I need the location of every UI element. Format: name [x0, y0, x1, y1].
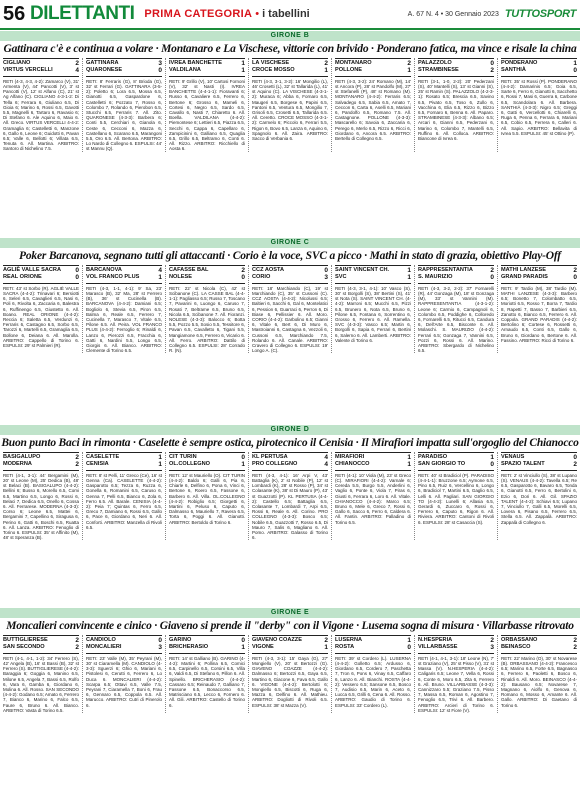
away-team: VOL FRANCO PLUS — [86, 274, 140, 281]
away-team-row — [501, 644, 577, 651]
home-team: MATHI LANZESE — [501, 267, 546, 273]
match-details: RETI: 8' Ferraris (G), 8' Brioda (G), 32' st Ferrari (G). GATTINARA (3-5-2): Poletto 6; Lora 6.5, Mossa 6.5, Gianotti 6.5, Gaspardone 6, Castelletti 6; Pozzato 7, Rosso 6, Colombo 7, Rolando 6, Pierobon 6.5, Stucchi 6.5, Ferraris 7. All. Zito. QUARONESE (4-3-3): Barbera 6; Conti 5.5, Cerchiari 6, Gianola 6, Ceste 6, Cecconi 6, Mazza 6, Castellano 6, Scarano 6.5, Marangoni 5.5, Oro 6.5. All. Bertona. ARBITRO: Lo Nardo di Collegno 6. ESPULSI: 44' st Mannu (Q). — [86, 78, 162, 152]
match-scoreline — [418, 635, 494, 654]
away-score: 2 — [75, 644, 79, 652]
away-team-row — [335, 644, 411, 651]
home-team: CCZ AOSTA — [252, 267, 285, 273]
home-team: CAFASSE BAL — [169, 267, 209, 273]
home-team: MONTANARO — [335, 60, 372, 66]
home-team: RAPPRESENTANTIA — [418, 267, 473, 273]
match-details: RETI: 40' st Bradiciol (P). PARADISO (4-4-1-1): Bruzzone 6.5; Aymone 6.5, Pino 6.5, Ruiz 6, Vercellino 6, Longo 6, Bradiciol 7, Martini 6.5, Gaglio 6.5, Lelli 6. All. Pagliari. SAN GIORGIO TO (4-4-2): Lunelli 6; Allasia 6.5, Gerardi 6, Zuccaro 6, Rossi 6, Ferrero 6, Caputo 6, Rigon 6. All. Riviera. ARBITRO: Cantoni di Rivoli 6. ESPULSI: 28' st Casaccia (S). — [418, 472, 494, 525]
match-details: RETI (4-3, 3-2): 24' Romano (M), 14' st Ancora (P), 28' st Pandolfo (M), 27' st Stefanelli (P), 48' st Romano (M). MONTANARO (4-4-2): Ferraris 6.5; Salvadego 6.5, Sabia 6.5, Amato 7, Ceccon 6, Carta 6, Aselli 6.5, Mariani 6, Pandolfo 6.5, Romano 7.5. All. Castagnone. POLLONE (4-3-3): Mascarello 6; Savoia 6, Zaccaria 6, Perego 6, Merlo 6.5, Rizzo 6, Ricci 6, Giordano 6, Ancora 6.5. ARBITRO: Bertello di Collegno 6.5. — [335, 78, 411, 142]
match-details: RETI: 22' Marino (O), 30' st Novarese (B). ORBASSANO (4-4-2): Francesco 6.5; Marino 6.5, Forte 6.5, Bagnasco 6, Ferrero 6, Paoletti 6, Bosco 6, Rinaldi 6. All. Moro. BEINASCO (4-4-2): Bausano 6.5; Novarese 7, Magnano 6, Aiolfo 6, Genova 6, Romano 6, Mosso 6, Amante 6. All. Gallo. ARBITRO: Di Gaetano di Torino 6. — [501, 655, 577, 708]
away-team-row — [3, 67, 79, 74]
away-team-row — [335, 274, 411, 281]
match-scoreline — [501, 58, 577, 77]
away-team: MONCALIERI — [86, 644, 122, 651]
home-team-row — [169, 267, 245, 274]
match-details: RETI (4-3, 3-1, 3-2): 16' Mongilio (L), 46' Crosetti (L), 32' st Tallarida (L), 41' st Aquino (C). LA VISCHESE (4-3-1-2): Muraca 6; Abba 6, Fornaro 6.5, Maugeri 6.5, Borgese 6, Papini 6.5, Fantoni 6.5, Ventura 6.5, Mongilio 7, Grisoli 6.5, Crosetti 6.5, Tallarida 6.5. All. Ceretto. CROCE MOSSO (4-3-1-2): Carmelo 6; Piccolo 6, Ferrari 5.5, Rigon 6, Bovo 6.5, Lanza 6, Aquino 6, Spagnolo 6. All. Zaira. ARBITRO: Sacco di Verbania 6. — [252, 78, 328, 142]
away-team-row — [3, 461, 79, 468]
girone-c — [0, 238, 580, 425]
away-score: 1 — [158, 274, 162, 282]
away-score: 3 — [158, 644, 162, 652]
home-team: VENAUS — [501, 454, 525, 460]
home-score: 1 — [407, 637, 411, 644]
home-team-row — [252, 637, 328, 644]
away-team: MODERNA — [3, 461, 32, 468]
away-team: BEINASCO — [501, 644, 531, 651]
away-team-row — [418, 274, 494, 281]
girone-e — [0, 608, 580, 804]
home-team: GATTINARA — [86, 60, 119, 66]
away-team: NOLESE — [169, 274, 193, 281]
match-scoreline — [86, 452, 162, 471]
away-score: 0 — [158, 67, 162, 75]
home-score: 1 — [241, 60, 245, 67]
away-score: 1 — [407, 67, 411, 75]
match-report — [414, 452, 497, 540]
home-score: 0 — [241, 454, 245, 461]
away-team-row — [252, 644, 328, 651]
away-team-row — [86, 67, 162, 74]
home-score: 2 — [75, 60, 79, 67]
home-score: 1 — [573, 60, 577, 67]
away-team: POLLONE — [335, 67, 363, 74]
away-score: 0 — [490, 461, 494, 469]
home-score: 1 — [158, 454, 162, 461]
page-number: 56 — [3, 2, 26, 25]
home-score: 2 — [324, 60, 328, 67]
home-team-row — [3, 60, 79, 67]
match-report — [82, 265, 165, 353]
away-team-row — [501, 461, 577, 468]
away-score: 4 — [75, 67, 79, 75]
away-team-row — [169, 644, 245, 651]
away-score: 2 — [573, 461, 577, 469]
girone-headline: Buon punto Baci in rimonta · Caselette è sempre ostica, pirotecnico il Cenisia · Il Mirafiori impatta sull'orgoglio del Chianocco — [1, 437, 579, 449]
away-score: 1 — [241, 67, 245, 75]
home-team-row — [335, 267, 411, 274]
match-scoreline — [169, 452, 245, 471]
home-team: BASIGALUPO — [3, 454, 41, 460]
match-scoreline — [335, 635, 411, 654]
match-scoreline — [169, 58, 245, 77]
home-team-row — [418, 637, 494, 644]
away-team: CENISIA — [86, 461, 109, 468]
away-score: 2 — [573, 644, 577, 652]
match-report — [165, 58, 248, 152]
home-score: 2 — [490, 637, 494, 644]
match-report — [0, 58, 82, 152]
home-team-row — [252, 267, 328, 274]
away-team: SAN GIORGIO TO — [418, 461, 466, 468]
match-columns — [0, 452, 580, 540]
away-team-row — [418, 67, 494, 74]
away-team-row — [86, 274, 162, 281]
match-report — [0, 452, 82, 540]
match-details: RETI: 23' Valle (M), 35' Peyrani (M), 30' st Ciaramella (M). CANDIOLO (4-3-3): Sguerzi 6; Ghio 6, Mariani 6, Pistolesi 6, Cerutti 6, Ferrero 6, Lo Duca 6. MONCALIERI (4-4-2): Scarpa 6.5; Ottavi 6.5, Valle 7.5, Peyrani 7, Ciaramella 7, Boni 6, Frau 6, Gennaro 6.5, Coppola 6.5. All. Marucco. ARBITRO: Cutri di Pinerolo 6. — [86, 655, 162, 708]
match-scoreline — [3, 58, 79, 77]
away-score: 0 — [241, 274, 245, 282]
away-team: SANTHIÀ — [501, 67, 526, 74]
home-score: 2 — [490, 267, 494, 274]
away-score: 3 — [324, 274, 328, 282]
away-score: 1 — [241, 461, 245, 469]
away-score: 1 — [158, 461, 162, 469]
home-score: 2 — [573, 637, 577, 644]
match-report — [331, 635, 414, 713]
match-report — [248, 58, 331, 152]
home-team: BUTTIGLIERESE — [3, 637, 48, 643]
away-team: STRAMBINESE — [418, 67, 459, 74]
match-scoreline — [501, 452, 577, 471]
home-score: 2 — [573, 267, 577, 274]
away-score: 2 — [75, 461, 79, 469]
publication-logo: TUTTOSPORT — [504, 8, 576, 20]
match-details: RETI (4-1, 4-1, 1-2): 34' Ferrero (S), 42' Angela (B), 16' st Bassi (B), 32' st Ferrero (S). BUTTIGLIERESE (4-4-2): Baraggia 6; Goggia 6, Manino 6.5, Milone 6.5, Angela 7, Bassi 6.5, Rolfo 6, Vara 6, Gamba 6, Giordano 6, Molina 6. All. Rosso. SAN SECONDO (4-4-2): Godano 6.5; Amato 6, Ferrero 7, Bianco 6, Marino 6, Falco 6.5, Faure 6, Bruno 6. All. Bianco. ARBITRO: Vasta di Torino 6.5. — [3, 655, 80, 713]
girone-headline: Poker Barcanova, segnano tutti gli attaccanti · Corio è la voce, SVC a picco · Mathi in stato di grazia, obiettivo Play-Off — [19, 250, 561, 262]
match-details: RETI (4-3, 3-2, 2-2): 37' Fornarelli (R), 44' Gonzaga (M), 18' st Gonzaga (M), 33' st Vannini (M). RAPPRESENTANTIA (4-3-1-2): Leone 6; Carmio 6, Campagnoli 6, Colombo 6.5, Poddighe 6, Colloredo 6, Fornarelli 6.5, Ritucci 6.5, Candura 6, Dell'Arte 6.5, Bisconte 6. All. Molaschi. S. MAURIZIO (4-4-2): Ferrari 6.5; Gonzaga 7, Vannini 6.5, Pozzi 6, Rossi 6. All. Marino. ARBITRO: Sbergardo di Nichelino 6.5. — [418, 285, 494, 354]
match-details: RETI: 22' st Nicola (C), 42' st Scibanone (C). LA CASSE BAL (4-4-1-1): Pagliasso 6.5; Russo 7, Toscano 7, Pavarini 6, Luongo 6, Caruso 7, Rosati 7, Beltrame 6.5, Bruno 6.5, Nicola 6.5, Scibanone 7. All. Fioranzi. NOLESE (4-3-3): Balocco 6; Botta 5.5, Pozzo 5.5, Sosio 5.5, Tessitore 6, Pavan 6.5, Cavalletto 6, Tigani 5.5, Mangiamone 6.5, Ferrero 6, Vicario 6. All. Ferro. ARBITRO: Dattilo di Collegno 6.5. ESPULSI: 28' Corrado R. (N). — [169, 285, 245, 354]
away-team-row — [501, 67, 577, 74]
home-team: KL PERTUSA — [252, 454, 288, 460]
home-team-row — [501, 454, 577, 461]
match-scoreline — [501, 635, 577, 654]
away-team-row — [501, 274, 577, 281]
match-scoreline — [3, 265, 79, 284]
away-team: CROCE MOSSO — [252, 67, 295, 74]
match-report — [497, 265, 580, 353]
match-details: RETI: 8' st Pelli, 11' Greco (Ce), 16' st Genna (Ca). CASELETTE (4-4-2): Gasparotto 6.5; Tezza 6, Ruzza 6, Gonella 6, Romanini 6.5, Caruso 6, Genna 7, Pelli 6.5, Bianco 6, Zola 6, Ferro 6.5. All. Barale. CENISIA (4-4-2): Peia 7; Quintas 6, Ferro 6.5, Greco 7, Damiano 6, Rossi 6.5, Gallo 6, Pace 6, Giordano 6, Neri 6. All. Conforti. ARBITRO: Manzella di Rivoli 6.5. — [86, 472, 162, 530]
home-score: 4 — [324, 454, 328, 461]
away-score: 1 — [324, 644, 328, 652]
home-score: 0 — [75, 267, 79, 274]
home-team: BARCANOVA — [86, 267, 122, 273]
home-score: 2 — [241, 267, 245, 274]
match-report — [414, 635, 497, 713]
match-report — [497, 635, 580, 713]
match-scoreline — [252, 452, 328, 471]
away-team-row — [418, 644, 494, 651]
home-score: 2 — [324, 637, 328, 644]
home-team-row — [418, 60, 494, 67]
home-score: 1 — [407, 267, 411, 274]
match-scoreline — [252, 265, 328, 284]
away-team-row — [3, 644, 79, 651]
home-team: N.HESPERIA — [418, 637, 453, 643]
match-scoreline — [169, 635, 245, 654]
category-label: i tabellini — [262, 8, 310, 20]
away-score: 4 — [324, 461, 328, 469]
match-report — [331, 265, 414, 353]
home-team-row — [3, 267, 79, 274]
girone-label: GIRONE D — [0, 425, 580, 435]
subsection-title: PRIMA CATEGORIA — [144, 8, 253, 20]
girone-headline: Gattinara c'è e continua a volare · Montanaro e La Vischese, vittorie con brivido · Ponderano fatica, ma vince e risale la china — [3, 43, 577, 55]
away-team-row — [335, 461, 411, 468]
away-team: CORIO — [252, 274, 271, 281]
match-scoreline — [418, 452, 494, 471]
home-team-row — [86, 637, 162, 644]
match-report — [0, 635, 82, 713]
home-team-row — [86, 60, 162, 67]
away-score: 0 — [407, 644, 411, 652]
away-team-row — [418, 461, 494, 468]
away-score: 0 — [490, 274, 494, 282]
girone-label: GIRONE C — [0, 238, 580, 248]
match-details: RETI (4-1): 10' Viola (M), 23' st Greco (C). MIRAFIORI (4-4-2): Varnale 6; Cereda 5.5, Burgo 5.5, Anderlini 6, Vaglio 6, Ponte 6, Viola 7, Piras 6, Giusti 6, Ferrara 6, Loro 6. All. Vitale. CHIANOCCO (4-4-2): Marco 6.5; Bruno 6, Mele 6, Greco 7, Rossi 6, Gallo 6, Sacco 6, Ferro 6, Caldera 6. All. Fantin. ARBITRO: Palladino di Torino 6.5. — [335, 472, 411, 525]
home-score: 4 — [158, 267, 162, 274]
home-team-row — [335, 454, 411, 461]
match-details: RETI: 43' st Sorbo (R). AGLIÈ VALLE SACRA (4-4-2): Trinavari 6; Bersiotti 6, Seleri 6.5, Cavaglieri 6.5, Nasi 6, Poli 6, Rivolta 6, Zaccaria 6, Balestra 6, Ruffinengo 6.5, Giustetto 6. All. Boano. REAL ORIONE (4-4-2): Reccia 6; Saletta 6.5, Verdunzi 6, Ferraris 6, Castagno 6.5, Sorbo 6.5, Tarozzi 6, Martelli 6.5, Gramaglia 6.5, Bollone 6, Deiana 6. All. Marolla. ARBITRO: Cappello di Torino 6. ESPULSI: 29' st Palmieri (R). — [3, 285, 79, 349]
away-team-row — [169, 461, 245, 468]
match-report — [248, 635, 331, 713]
home-score: 3 — [158, 60, 162, 67]
home-team: PARADISO — [418, 454, 448, 460]
home-team-row — [86, 267, 162, 274]
match-details: RETI: 35' st Rossi (P). PONDERANO (4-4-2): Damarinis 6.5; Goia 6.5, Sarte 6, Ferro 6, Gianotti 6, Sacchetto 6, Rossi 7, Masi 6, Guerra 6, Carbone 6.5, Scandolara 6. All. Barbera. SANTHIÀ (4-3-3): Nigro 6.5; Greggi 6, Gatti 6, Vercellotti 6, Chiarelli 6, Ruga 6, Penna 6, Ferrara 6, Mariani 6.5, Cobio 6.5, Ferrera 6, Calleri 6. All. Sapio. ARBITRO: Bellavita di Ivrea 5.5. ESPULSI: 45' st Ottino (P). — [501, 78, 577, 136]
away-score: 0 — [75, 274, 79, 282]
away-score: 1 — [407, 461, 411, 469]
home-score: 2 — [407, 60, 411, 67]
match-details: RETI: 12' st Mauriello (O). CIT TURIN (4-4-2): Baldo 6; Galli 6, Pia 6, Chiarle 6, Delfino 6, Pona 6, Vinci 6, Bertone 6, Roero 6.5, Fassone 6, Barbero 6. All. Villa. OL.COLLEGNO (4-4-2): Robiglio 6.5; Giorgetti 6, Martini 6, Peluso 6, Caputo 6, Dalmasso 6, Mauriello 7, Ravera 6.5, Torta 6, Poggi 6. All. Gianotti. ARBITRO: Bertoldo di Torino 6. — [169, 472, 245, 525]
match-scoreline — [86, 58, 162, 77]
away-team: GRAND PARADIS — [501, 274, 548, 281]
home-team: PALAZZOLO — [418, 60, 452, 66]
away-team: BRICHERASIO — [169, 644, 209, 651]
away-score: 3 — [490, 644, 494, 652]
match-columns — [0, 635, 580, 713]
away-team-row — [169, 274, 245, 281]
home-team: CIGLIANO — [3, 60, 31, 66]
away-team-row — [252, 67, 328, 74]
away-score: 0 — [573, 274, 577, 282]
away-team: SVC — [335, 274, 347, 281]
match-scoreline — [86, 265, 162, 284]
home-team-row — [501, 267, 577, 274]
home-score: 0 — [158, 637, 162, 644]
away-team: REAL ORIONE — [3, 274, 42, 281]
home-team-row — [418, 267, 494, 274]
girone-d — [0, 425, 580, 608]
away-team: ROSTA — [335, 644, 355, 651]
match-details: RETI: 39' st Cordero (L). LUSERNA (4-4-2): Golletto 6.5; Ardusso 6, Giordano 6.5, Cordero 7, Paschetta 7, Tron 6, Pons 6, Vinay 6.5, Caffaro 6, Lanzo 6. All. Bianchi. ROSTA (4-4-2): Vessero 6.5; Sansone 6.5, Bosco 7, Audisio 6.5, Marin 6, Aceto 6, Lucca 6.5, Grilli 6, Cena 6. All. Rosso. ARBITRO: Gaudio di Torino 6. ESPULSI: 33' Cordero (L). — [335, 655, 411, 708]
home-team-row — [3, 637, 79, 644]
match-scoreline — [169, 265, 245, 284]
match-details: RETI (4-3, 1-1, 4-1): 9' Sa, 23' Marasco (B), 32' Ma, 28' st Ferrero (B), 36' st Cucinella (B). BARCANOVA (4-4-2): Damiani 6.5; Bogliolo 6, Stevia 6.5, Piron 6.5, Balma 6, Reale 6.5, Ferrero 7, Cucinella 7, Marasco 7, Vitale 6.5, Pilone 6.5. All. Peira. VOL FRANCO PLUS (4-4-2): Ferroglio 6; Rinaldi 6, Lanzo 6, Pierozzi 6.5, Fracchia 6, Gatti 6, Nardini 5.5, Longo 6.5, Giorgis 6. All. Bianco. ARBITRO: Clemente di Torino 6.5. — [86, 285, 162, 354]
away-team-row — [169, 67, 245, 74]
match-details: RETI: 14' st Galliano (B). GARINO (4-4-2): Martini 6; Pollina 6.5, Comici 6.5, Carpinello 6.5, Corsini 6.5, Villa 6, Valdi 6.5, Di Stefano 6, Pillon 6. All. Spinello. BRICHERASIO (4-4-2): Cassaro 6.5; Reinaudo 7, Galliano 7, Fassone 6.5, Bonaccorso 6.5, Matrisciano 6.5, Lecco 6, Fornero 6. All. Gili. ARBITRO: Castello di Torino 6. — [169, 655, 245, 708]
home-team: IVREA BANCHETTE — [169, 60, 222, 66]
home-team-row — [252, 454, 328, 461]
match-scoreline — [335, 452, 411, 471]
home-team-row — [501, 637, 577, 644]
match-scoreline — [3, 452, 79, 471]
match-scoreline — [418, 58, 494, 77]
match-details: RETI (4-3, 4-3, 4-2): Zamarco (V), 31' Armenta (V), 44' Pancotti (V), 3' st Pancotti (V), 12' st Alfano (C), 21' st Ag Alfano (C). CIGLIANO 4-3-1-2: Di Tella 6; Ferrara 6, Giuliano 6.5, Di Gioia 6; Marino 6, Rossi 6.5, Gavotti 5.5, Magnelli 6, Tartaro 6, Ravasio 6; Di Stefano 6. Ale Aquino 6, Maio 6. All. Greco. VIRTUS VERCELLI 4-4-2: Gramaglia 6; Castelletti 6, Manzone 6, Gallo 6, Leone 6; Guidotti 6, Pavan 6.5; Valle 6, Bellotti 6; Villata 6.5, Tenuta 6. All. Martina. ARBITRO: Santoro di Nichelino 7.5. — [3, 78, 79, 152]
home-team: PONDERANO — [501, 60, 538, 66]
match-scoreline — [335, 58, 411, 77]
match-details: RETI: 2' st Vinciullo (S), 38' st Lupano (S). VENAUS (4-4-2): Tavella 6.5; Re 6.5, Gasparotto 6, Bavaro 6.5, Tonda 6, Gianotti 6.5, Ferro 6, Bertolini 6, Ezio 6, Dori 6. All. Gil. SPAZIO TALENT (4-4-2): Schiavi 6.5; Lupano 7, Vinciullo 7, Galli 6.5, Morelli 6.5, Lovera 6, Pisano 6.5, Ferrero 6.5, Stella 6.5. All. Zappalà. ARBITRO: Zappalà di Collegno 6. — [501, 472, 577, 525]
match-details: RETI: 9' Grillo (V), 10' Cartosi Fornoni (V), 32' st Nasti (I). IVREA BANCHETTE (4-4-1-1): Fioravanti 6; Russo 6, Cavaliere 6.5, Ferrero 6, Bertone 6; Grosso 6, Mameli 6, Cortesi 6, Negro 6.5, Sardo 6.5, Cavallo 6, Nasti 7, Chiaretto 6. All. Boella. VALDILANA (4-4-2): Piemontese 6; Lettieri 6.5, Piazza 6.5, Secchi 6, Cappa 6, Capellaro 6, Zampicinini 6, Galliano 6.5, Quaglia 6.5, Grillo 6.5, Beltramo 6, Conti 6. All. Rizzo. ARBITRO: Ricchiello di Aosta 6. — [169, 78, 245, 152]
away-score: 2 — [490, 67, 494, 75]
home-team: AGLIÈ VALLE SACRA — [3, 267, 62, 273]
home-team: GARINO — [169, 637, 192, 643]
masthead — [0, 0, 580, 30]
away-team-row — [252, 461, 328, 468]
home-team: SAINT VINCENT CH. — [335, 267, 390, 273]
match-scoreline — [418, 265, 494, 284]
match-details: RETI (3-1, 1-0, 2-2): 20' Pederzani (S), 40' Mantelli (S), 13' st Gianni (S), 25' st Ramin (S). PALAZZOLO (4-2-3-1): Rosato 6.5; Brescia 6.5, Savino 6.5, Pivato 6.5, Toso 6, Zullo 6, Vacchina 6, Elia 6.5, Rizzo 6, Bizzo 6.5, Fornaro 6, Benna 6. All. Paparo. STRAMBINESE (4-3-3): Albano 6.5; Arcari 6, Gianni 6.5, Pederzani 6, Marino 6, Colombo 7, Mantelli 6.5, Ruffino 6. All. Colloca. ARBITRO: Biancone di Ivrea 6. — [418, 78, 494, 142]
home-team: CASELETTE — [86, 454, 120, 460]
home-score: 1 — [490, 454, 494, 461]
match-report — [248, 265, 331, 353]
match-report — [82, 58, 165, 152]
home-team-row — [169, 454, 245, 461]
home-team: CIT TURIN — [169, 454, 197, 460]
away-team: CHIANOCCO — [335, 461, 370, 468]
home-team-row — [335, 60, 411, 67]
away-team: QUARONESE — [86, 67, 123, 74]
home-team: CANDIOLO — [86, 637, 116, 643]
home-team: MIRAFIORI — [335, 454, 365, 460]
match-scoreline — [3, 635, 79, 654]
away-team-row — [86, 461, 162, 468]
away-team: S. MAURIZIO — [418, 274, 453, 281]
separator-dot: • — [255, 8, 260, 20]
away-score: 1 — [324, 67, 328, 75]
home-team: GIAVENO COAZZE — [252, 637, 302, 643]
match-scoreline — [335, 265, 411, 284]
away-team: VIGONE — [252, 644, 274, 651]
match-report — [165, 265, 248, 353]
match-details: RETI (4-3, 3-1, 4-1): 10' Vasco (S), 30' st Borgolli (S), 38' Bertini (S), 41' st Nota (S). SAINT VINCENT CH. (4-4-2): Marroni 6.5; Mucchi 6.5, Pizzi 6.5, Brunero 6, Nota 6.5, Bruno 6, Pilone 6.5, Fontana 6, Sorrentino 6, Grosso 6, Ferrero 6. All. Ramella. SVC (4-3-3): Vasco 6.5; Martin 6, Borgolli 6, Sapia 6, Ferrari 6, Bertini 6, Salerno 6. All. Lamberti. ARBITRO: Valente di Torino 6. — [335, 285, 411, 343]
match-report — [0, 265, 82, 353]
match-scoreline — [252, 58, 328, 77]
away-score: 0 — [573, 67, 577, 75]
match-report — [414, 58, 497, 152]
match-report — [165, 635, 248, 713]
match-report — [248, 452, 331, 540]
match-details: RETI (4-1, 3-1): 44' Bergamini (M), 20' st Leone (M), 25' Dedica (B), 48' st Belaci (B). BASIGALUPO (4-4-2): Bellini 6; Busso 6, Morello 6.5, Comi 6.5, Martino 6.5, Longo 6, Rossi 6, Belaci 7, Dedica 6.5, Onello 6, Cossa 6. All. Ferrarese. MODERNA (4-3-3): Corso 6; Leone 6.5, Mattei 6, Bergamini 7, Capellino 6, Siragusa 6, Perino 6, Gatti 6, Boschi 6.5, Ruatta 6. All. Lanza. ARBITRO: Fenoglio di Torino 6. ESPULSI: 35' st Affinito (M), 48' st Speranza (B). — [3, 472, 79, 541]
match-report — [497, 452, 580, 540]
home-team-row — [3, 454, 79, 461]
match-report — [82, 452, 165, 540]
away-score: 1 — [407, 274, 411, 282]
home-score: 2 — [75, 454, 79, 461]
home-score: 0 — [241, 637, 245, 644]
home-score: 1 — [407, 454, 411, 461]
away-team: VILLARBASSE — [418, 644, 458, 651]
home-score: 2 — [75, 637, 79, 644]
home-team: ORBASSANO — [501, 637, 538, 643]
away-score: 1 — [241, 644, 245, 652]
home-team-row — [418, 454, 494, 461]
home-team-row — [335, 637, 411, 644]
home-score: 0 — [490, 60, 494, 67]
away-team: VALDILANA — [169, 67, 201, 74]
match-details: RETI (4-1, 4-1, 3-1): 18' Leone (N), 7' st Graziano (V), 25' st Pisso (V), 31' st Massa (V). N.HESPERIA (4-4-2): Caligaris 6.5; Leone 7, Vella 6, Rossi 6, Conte 6, Moro 6.5, Zita 6, Ferrero 6. All. Bruno. VILLARBASSE (4-3-3): Cannizzaro 5.5; Graziano 7.5, Pisso 7, Massa 6.5, Roman 6, Agostino 7, Fenoglio 6.5, Trivi 6. All. Barbero. ARBITRO: Arcieri di Torino 6. ESPULSI: 12' st Fiore (V). — [418, 655, 494, 713]
match-report — [165, 452, 248, 540]
match-columns — [0, 58, 580, 152]
girone-headline: Moncalieri convincente e cinico · Giaveno si prende il "derby" con il Vigone · Lusema sogna di misura · Villarbasse ritrovato — [6, 620, 574, 632]
match-report — [414, 265, 497, 353]
away-team: OL.COLLEGNO — [169, 461, 211, 468]
publication-info: A. 67 N. 4 • 30 Gennaio 2023 — [407, 10, 499, 18]
match-report — [82, 635, 165, 713]
girone-label: GIRONE B — [0, 31, 580, 41]
home-team: LUSERNA — [335, 637, 363, 643]
away-team: SAN SECONDO — [3, 644, 45, 651]
away-team: VIRTUS VERCELLI — [3, 67, 53, 74]
match-details: RETI: 18' Marchiando (C), 19' st Marchiando (C), 35' st Cussoni (C). CCZ AOSTA (4-4-2): Nicolussi 6.5; Baltieri 6, Sacchi 6, Gal 6, Montelatici 6, Pession 6, Guarraci 6, Perron 6, Di Biase 6, Pellissier 6. All. Moro. CORIO (4-4-2): Garbolino 6.5; Gianni 6, Vitale 6, Bert 6, Di Muro 6, Mastroianni 6, Castagna 6, Vezzoli 6, Cussoni 6.5, Marchiando 7.5, Rolando 6. All. Canale. ARBITRO: Cravero di Collegno 6. ESPULSI: 19' Longo A. (C). — [252, 285, 328, 354]
away-team-row — [335, 67, 411, 74]
home-team: LA VISCHESE — [252, 60, 290, 66]
match-details: RETI (4-3, 4-1): 16' Arpi V, 43' Battaglia (K), 2' st Nobile (P), 12' st Lombardi (K), 28' st Rosso (P), 34' st Colasante (K), 38' st Di Mauro (P), 43' st Guazzotti (P). KL PERTUSA (4-4-2): Castello 6.5; Battaglia 6.5, Colasante 7, Lombardi 7, Arpi 6.5, Rossi 6, Reale 6. All. Corino. PRO COLLEGNO (4-3-3): Bosco 6.5; Nobile 6.5, Guazzotti 7, Rosso 6.5, Di Mauro 7, Salis 6, Magliano 6. All. Pomo. ARBITRO: Galasso di Torino 6. — [252, 472, 328, 541]
match-report — [331, 58, 414, 152]
match-report — [331, 452, 414, 540]
girone-label: GIRONE E — [0, 608, 580, 618]
home-team-row — [169, 60, 245, 67]
match-details: RETI (4-3, 3-1): 15' Gaya (G), 27' Mongiello (V), 20' st Bertozzi (G). GIAVENO COAZZE (4-4-2): Dalmasso 6; Bertozzi 6.5, Gaya 6.5, Martino 6, Giacone 6, Fava 6.5, Gallo 6. VIGONE (4-4-2): Bertolotti 6; Mongiello 6.5, Biscotti 6, Ruga 6, Mazza 6, Delfino 6. All. Mathieu. ARBITRO: Dogliotti di Rivoli 6.5. ESPULSI: 38' st Mazza (V). — [252, 655, 328, 708]
home-team-row — [86, 454, 162, 461]
match-columns — [0, 265, 580, 353]
home-score: 0 — [324, 267, 328, 274]
away-team: SPAZIO TALENT — [501, 461, 545, 468]
section-title: DILETTANTI — [30, 3, 135, 24]
away-team-row — [86, 644, 162, 651]
match-scoreline — [501, 265, 577, 284]
away-team-row — [3, 274, 79, 281]
home-score: 0 — [573, 454, 577, 461]
girone-b — [0, 31, 580, 238]
match-scoreline — [252, 635, 328, 654]
match-details: RETI: 9' Tardio (M), 38' Tardio (M). MATHI LANZESE (4-3-3): Barbero 6.5; Bonetto 7, Colombatto 6.5, Moriotti 6.5, Rosso 7, Borra 7, Tardio 8, Rapetti 7, Basso 7, Barbieri 6.5, Zanotto 6, Bianco 6.5, Ferrero 6. All. Coppola. GRAND PARADIS (4-4-2): Bertolino 6; Cortese 6, Rossetti 6, Arnaudo 6.5, Conti 6.5, Gallo 6, Bruno 6, Giordano 6, Bertone 6. All. Fassino. ARBITRO: Ricci di Torino 6. — [501, 285, 577, 343]
home-team-row — [169, 637, 245, 644]
away-team: PRO COLLEGNO — [252, 461, 298, 468]
match-scoreline — [86, 635, 162, 654]
home-team-row — [252, 60, 328, 67]
match-report — [497, 58, 580, 152]
away-team-row — [252, 274, 328, 281]
